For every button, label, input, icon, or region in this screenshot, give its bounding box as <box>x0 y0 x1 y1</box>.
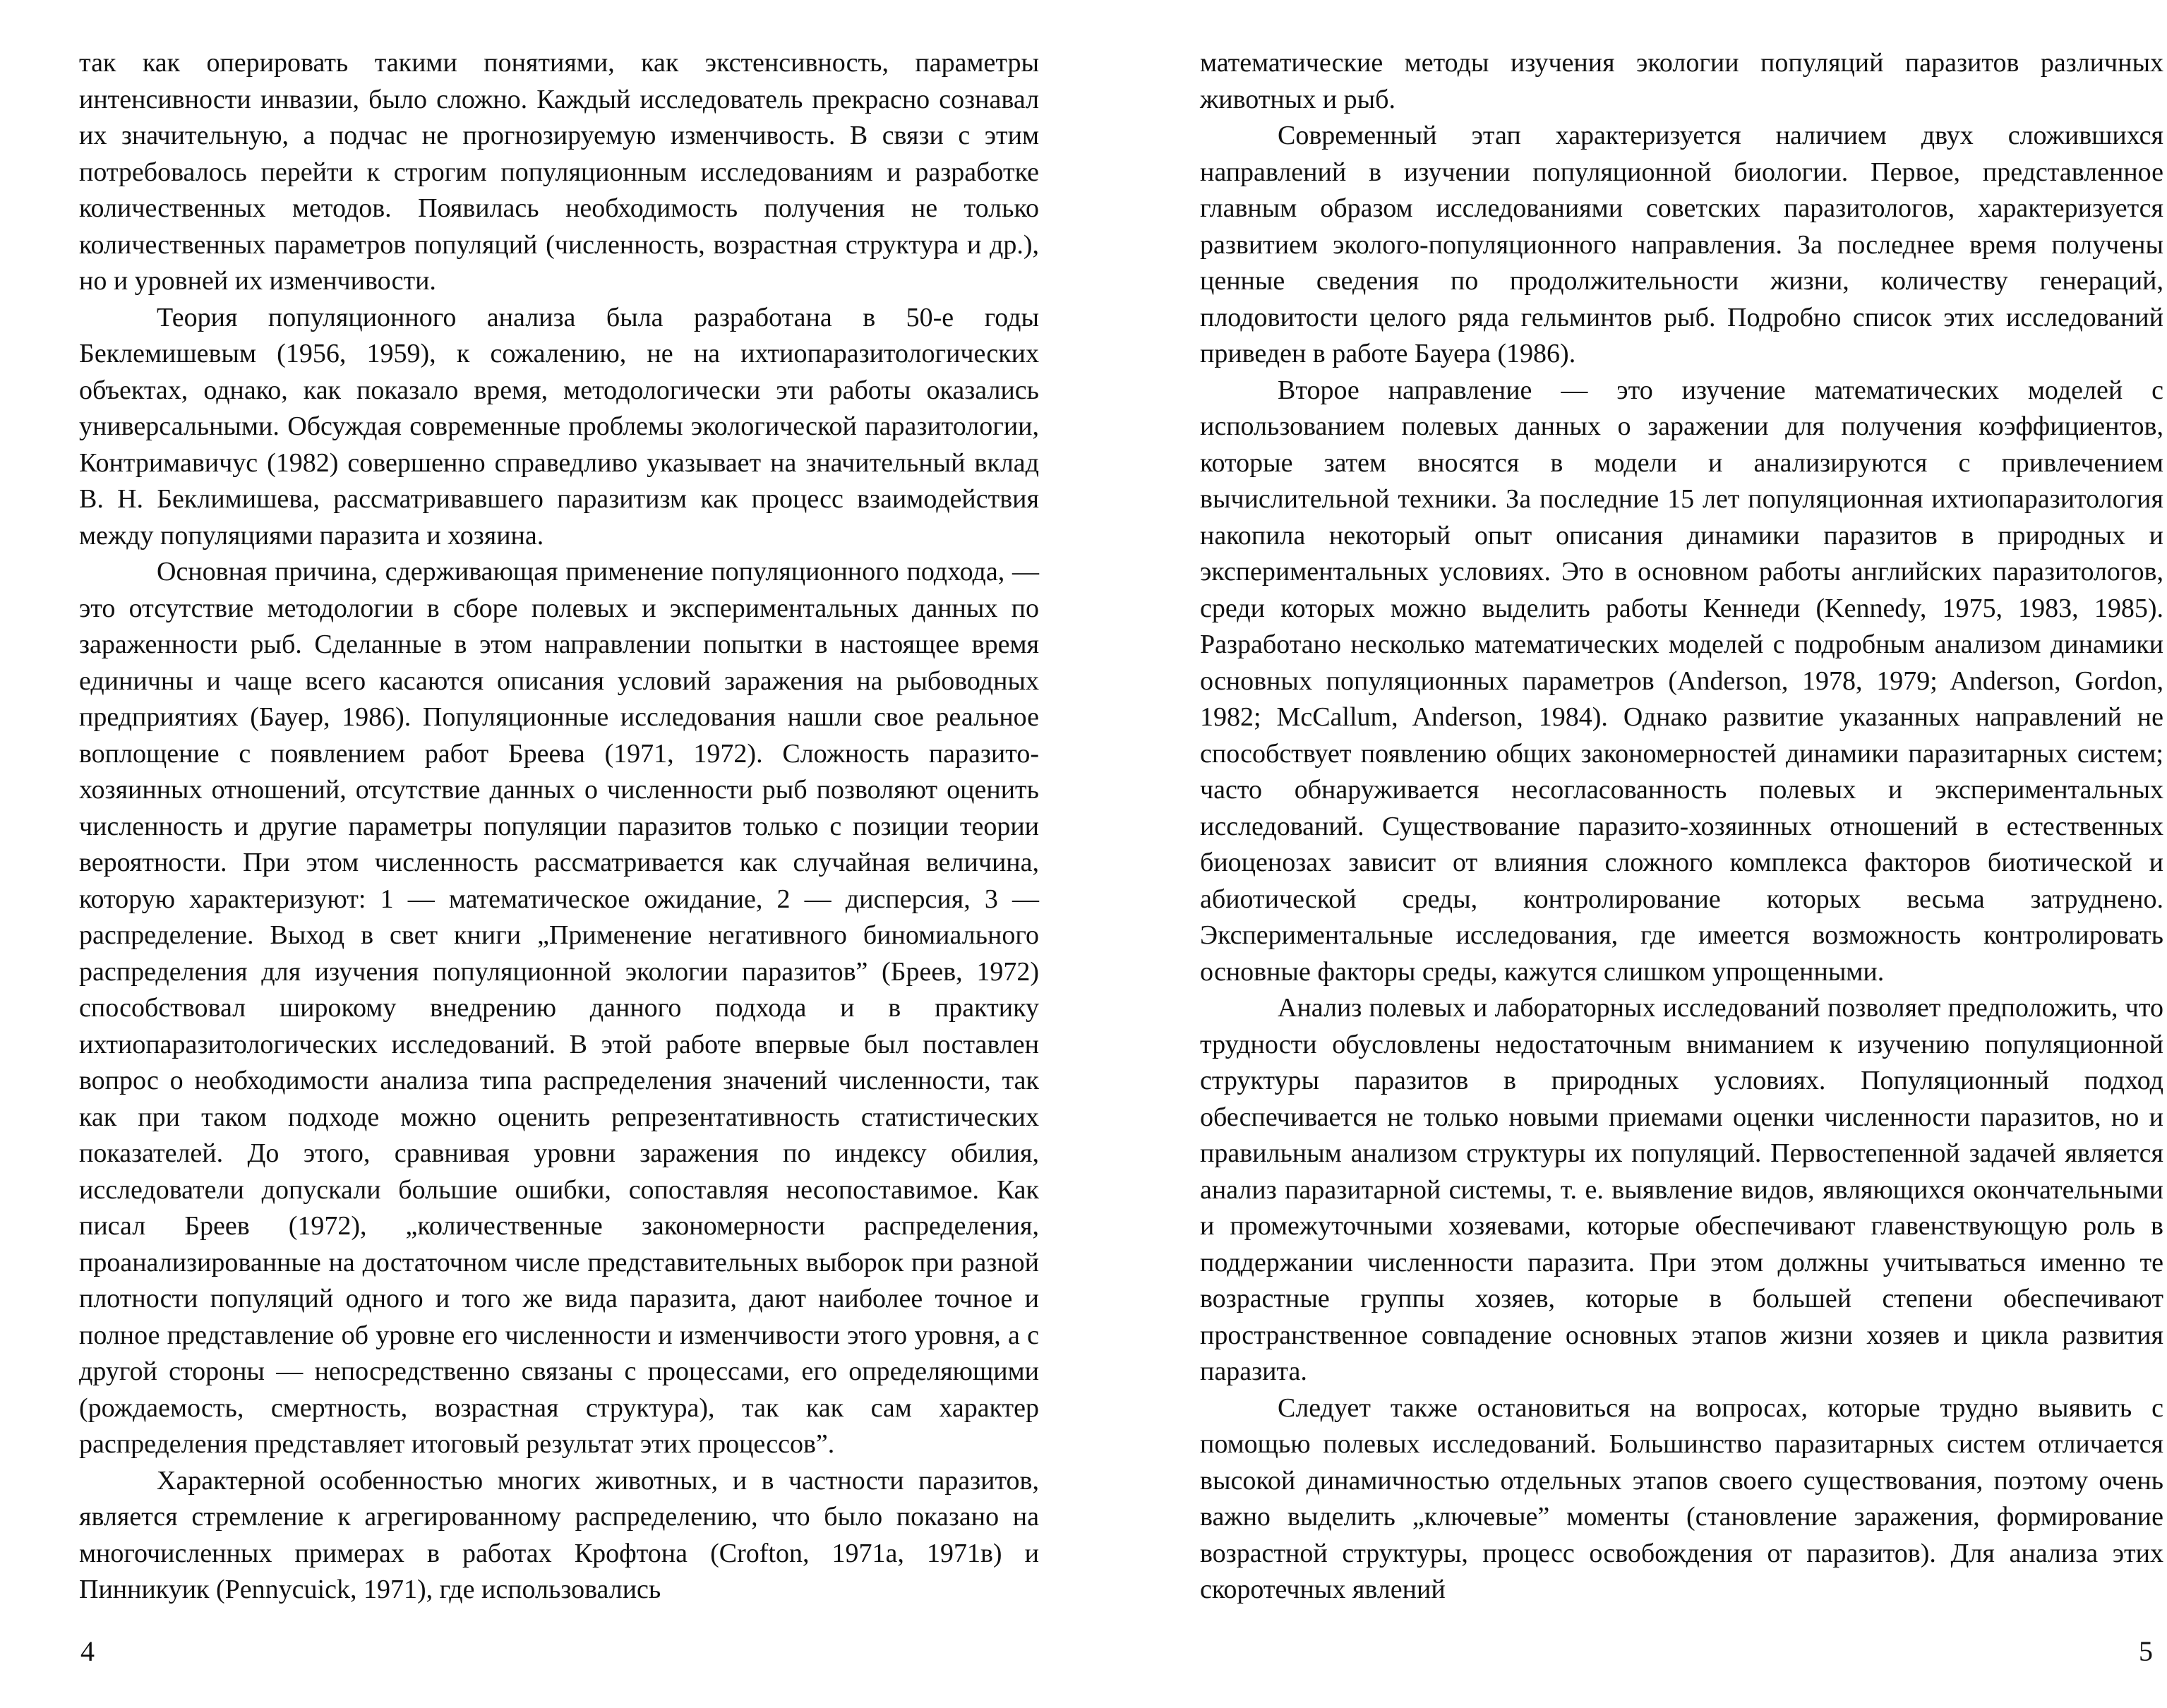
page-number: 5 <box>2139 1635 2153 1667</box>
paragraph: Второе направление — это изучение математических моделей с использованием полевых данных о заражении для получения коэффициентов, которые затем вносятся в модели и анализируются с привлечением вычислительной техники. За последние 15 лет популяционная ихтиопаразитология накопила некоторый опыт описания динамики паразитов в природных и экспериментальных условиях. Это в основном работы английских паразитологов, среди которых можно выделить работы Кеннеди (Kennedy, 1975, 1983, 1985). Разработано несколько математических моделей с подробным анализом динамики основных популяционных параметров (Anderson, 1978, 1979; Anderson, Gordon, 1982; McCallum, Anderson, 1984). Однако развитие указанных направлений не способствует появлению общих закономерностей динамики паразитарных систем; часто обнаруживается несогласованность полевых и экспериментальных исследований. Существование паразито-хозяинных отношений в естественных биоценозах зависит от влияния сложного комплекса факторов биотической и абиотической среды, контролирование которых весьма затруднено. Экспериментальные исследования, где имеется возможность контролировать основные факторы среды, кажутся слишком упрощенными. <box>1200 375 2163 987</box>
paragraph: Основная причина, сдерживающая применение популяционного подхода, — это отсутствие методологии в сборе полевых и экспериментальных данных по зараженности рыб. Сделанные в этом направлении попытки в настоящее время единичны и чаще всего касаются описания условий заражения на рыбоводных предприятиях (Бауер, 1986). Популяционные исследования нашли свое реальное воплощение с появлением работ Бреева (1971, 1972). Сложность паразито-хозяинных отношений, отсутствие данных о численности рыб позволяют оценить численность и другие параметры популяции паразитов только с позиции теории вероятности. При этом численность рассматривается как случайная величина, которую характеризуют: 1 — математическое ожидание, 2 — дисперсия, 3 — распределение. Выход в свет книги „Применение негативного биномиального распределения для изучения популяционной экологии паразитов” (Бреев, 1972) способствовал широкому внедрению данного подхода и в практику ихтиопаразитологических исследований. В этой работе впервые был поставлен вопрос о необходимости анализа типа распределения значений численности, так как при таком подходе можно оценить репрезентативность статистических показателей. До этого, сравнивая уровни заражения по индексу обилия, исследователи допускали большие ошибки, сопоставляя несопоставимое. Как писал Бреев (1972), „количественные закономерности распределения, проанализированные на достаточном числе представительных выборок при разной плотности популяций одного и того же вида паразита, дают наиболее точное и полное представление об уровне его численности и изменчивости этого уровня, а с другой стороны — непосредственно связаны с процессами, его определяющими (рождаемость, смертность, возрастная структура), так как сам характер распределения представляет итоговый результат этих процессов”. <box>79 557 1039 1459</box>
paragraph: так как оперировать такими понятиями, как экстенсивность, параметры интенсивности инвазии, было сложно. Каждый исследователь прекрасно сознавал их значительную, а подчас не прогнозируемую изменчивость. В связи с этим потребовалось перейти к строгим популяционным исследованиям и разработке количественных методов. Появилась необходимость получения не только количественных параметров популяций (численность, возрастная структура и др.), но и уровней их изменчивости. <box>79 48 1039 296</box>
paragraph: Современный этап характеризуется наличием двух сложившихся направлений в изучении популяционной биологии. Первое, представленное главным образом исследованиями советских паразитологов, характеризуется развитием эколого-популяционного направления. За последнее время получены ценные сведения по продолжительности жизни, количеству генераций, плодовитости целого ряда гельминтов рыб. Подробно список этих исследований приведен в работе Бауера (1986). <box>1200 121 2163 368</box>
paragraph: математические методы изучения экологии популяций паразитов различных животных и рыб. <box>1200 48 2163 114</box>
right-page-text <box>1200 45 2163 1608</box>
paragraph: Следует также остановиться на вопросах, которые трудно выявить с помощью полевых исследований. Большинство паразитарных систем отличается высокой динамичностью отдельных этапов своего существования, поэтому очень важно выделить „ключевые” моменты (становление заражения, формирование возрастной структуры, процесс освобождения от паразитов). Для анализа этих скоротечных явлений <box>1200 1393 2163 1604</box>
paragraph: Теория популяционного анализа была разработана в 50-е годы Беклемишевым (1956, 1959), к сожалению, не на ихтиопаразитологических объектах, однако, как показало время, методологически эти работы оказались универсальными. Обсуждая современные проблемы экологической паразитологии, Контримавичус (1982) совершенно справедливо указывает на значительный вклад В. Н. Беклимишева, рассматривавшего паразитизм как процесс взаимодействия между популяциями паразита и хозяина. <box>79 302 1039 551</box>
right-page <box>1084 0 2167 1708</box>
left-page-text <box>79 45 1039 1608</box>
paragraph: Анализ полевых и лабораторных исследований позволяет предположить, что трудности обусловлены недостаточным вниманием к изучению популяционной структуры паразитов в природных условиях. Популяционный подход обеспечивается не только новыми приемами оценки численности паразитов, но и правильным анализом структуры их популяций. Первостепенной задачей является анализ паразитарной системы, т. е. выявление видов, являющихся окончательными и промежуточными хозяевами, которые обеспечивают главенствующую роль в поддержании численности паразита. При этом должны учитываться именно те возрастные группы хозяев, которые в большей степени обеспечивают пространственное совпадение основных этапов жизни хозяев и цикла развития паразита. <box>1200 993 2163 1386</box>
paragraph: Характерной особенностью многих животных, и в частности паразитов, является стремление к агрегированному распределению, что было показано на многочисленных примерах в работах Крофтона (Crofton, 1971а, 1971в) и Пинникуик (Pennycuick, 1971), где использовались <box>79 1465 1039 1604</box>
page-number: 4 <box>80 1635 95 1667</box>
